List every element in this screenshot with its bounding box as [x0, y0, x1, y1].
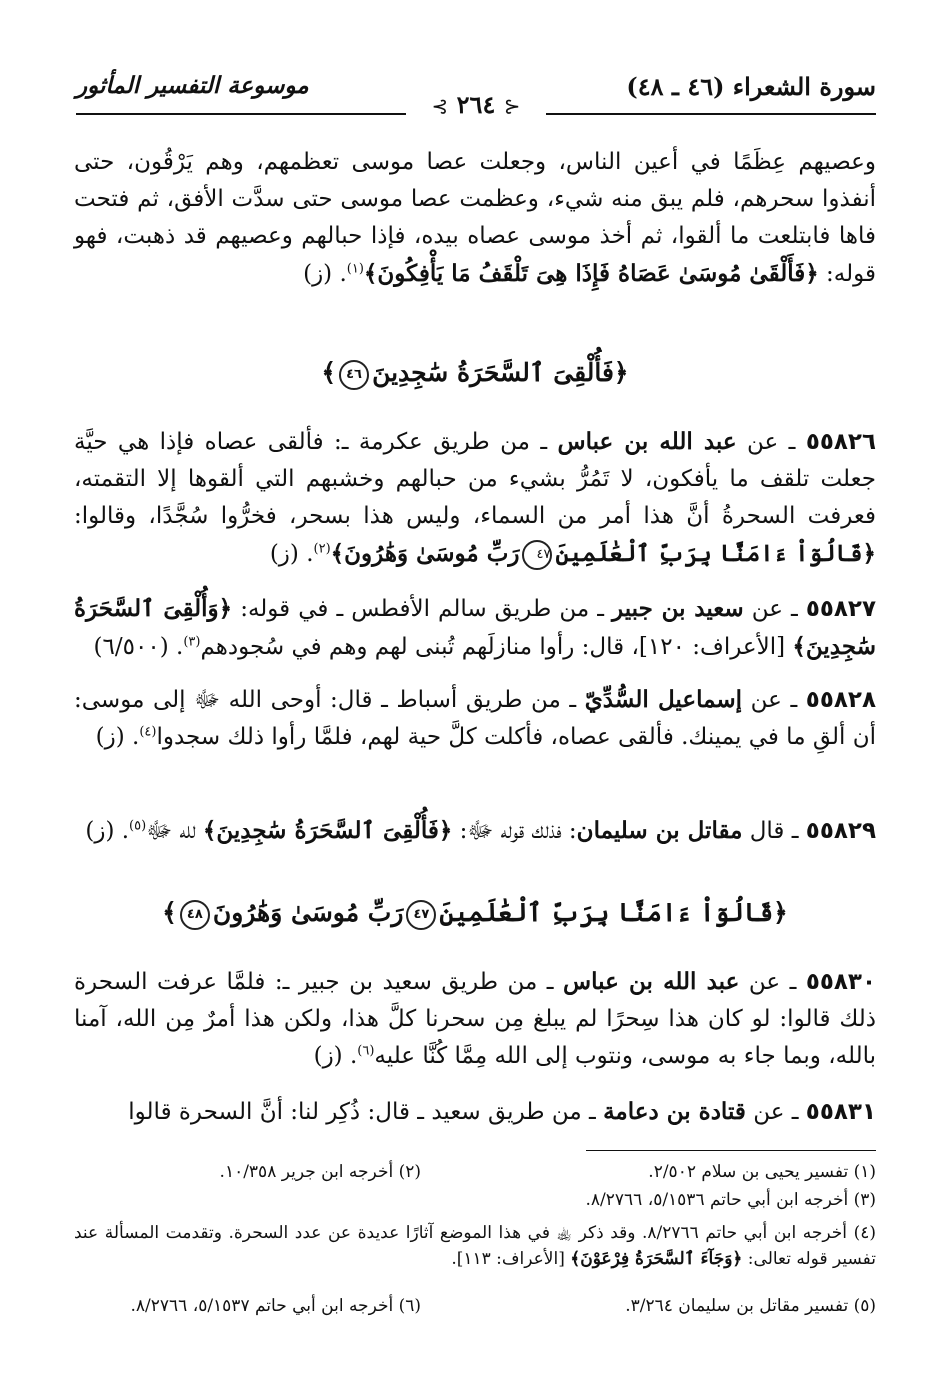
footnote-separator — [586, 1150, 876, 1151]
narrator-name: سعيد بن جبير — [612, 595, 744, 622]
narrator-name: عبد الله بن عباس — [557, 428, 737, 455]
ayah-number-marker: ٤٨ — [180, 900, 210, 930]
page-number-block — [386, 90, 566, 119]
footnote-4: (٤) أخرجه ابن أبي حاتم ٨/٢٧٦٦. وقد ذكر ﵀ في هذا الموضع آثارًا عديدة عن عدد السحرة. وتقدمت المسألة عند تفسير قوله تعالى: ﴿وَجَآءَ ٱلسَّحَرَةُ فِرْعَوْنَ﴾ [الأعراف: ١١٣]. — [74, 1223, 876, 1269]
footnote-3: (٣) أخرجه ابن أبي حاتم ٥/١٥٣٦، ٨/٢٧٦٦. — [585, 1190, 876, 1210]
verse-heading-47-48: ﴿قَالُوٓاْ ءَامَنَّا بِرَبِّ ٱلْعَٰلَمِينَ٤٧رَبِّ مُوسَىٰ وَهَٰرُونَ٤٨﴾ — [74, 898, 876, 930]
footnote-5: (٥) تفسير مقاتل بن سليمان ٣/٢٦٤. — [625, 1296, 876, 1316]
entry-55830: ٥٥٨٣٠ ـ عن عبد الله بن عباس ـ من طريق سعيد بن جبير ـ: فلمَّا عرفت السحرة ذلك قالوا: لو كان هذا سِحرًا لم يبلغ مِن سحرنا كلَّ هذا، ولكن هذا أمرٌ مِن الله، آمنا بالله، وبما جاء به موسى، ونتوب إلى الله مِمَّا كُنَّا عليه$^{(٦)}$. (ز) — [74, 968, 877, 1069]
narrator-name: عبد الله بن عباس — [563, 968, 740, 995]
footnote-row — [74, 1296, 876, 1322]
narrator-name: مقاتل بن سليمان — [576, 817, 743, 844]
footnote-6: (٦) أخرجه ابن أبي حاتم ٥/١٥٣٧، ٨/٢٧٦٦. — [130, 1296, 421, 1316]
ayah-number-marker: ٤٧ — [522, 540, 552, 570]
narrator-name: قتادة بن دعامة — [603, 1098, 746, 1125]
ornament-icon: ⊰ — [503, 94, 521, 118]
verse-heading-46: ﴿فَأُلْقِىَ ٱلسَّحَرَةُ سَٰجِدِينَ٤٦﴾ — [74, 358, 876, 390]
quran-quote: ﴿وَجَآءَ ٱلسَّحَرَةُ فِرْعَوْنَ﴾ — [570, 1249, 743, 1269]
book-title: موسوعة التفسير المأثور — [76, 72, 309, 99]
ayah-number-marker: ٤٦ — [339, 360, 369, 390]
entry-number: ٥٥٨٢٨ — [805, 687, 876, 713]
footnote-row — [74, 1162, 876, 1188]
quran-quote: ﴿وَأُلْقِىَ ٱلسَّحَرَةُ سَٰجِدِينَ﴾ — [74, 595, 876, 660]
ornament-icon: ⊱ — [431, 94, 449, 118]
surah-reference: [الأعراف: ١٢٠] — [638, 634, 793, 660]
entry-number: ٥٥٨٢٩ — [805, 818, 876, 844]
entry-55829: ٥٥٨٢٩ ـ قال مقاتل بن سليمان: فذلك قوله ﷻ: ﴿فَأُلْقِىَ ٱلسَّحَرَةُ سَٰجِدِينَ﴾ لله ﷻ$^{(٥)}$. (ز) — [85, 817, 876, 844]
footnote-ref: (٤) — [139, 724, 157, 740]
entry-number: ٥٥٨٣٠ — [805, 969, 877, 995]
narrator-name: إسماعيل السُّدِّيّ — [584, 686, 743, 713]
footnote-ref: (٦) — [357, 1043, 375, 1059]
surah-title: سورة الشعراء (٤٦ ـ ٤٨) — [626, 72, 876, 101]
quran-quote: ﴿قَالُوٓاْ ءَامَنَّا بِرَبِّ ٱلْعَٰلَمِينَ — [555, 540, 876, 567]
entry-55828: ٥٥٨٢٨ ـ عن إسماعيل السُّدِّيّ ـ من طريق أسباط ـ قال: أوحى الله ﷻ إلى موسى: أن ألقِ ما في يمينك. فألقى عصاه، فأكلت كلَّ حية لهم، فلمَّا رأوا ذلك سجدوا$^{(٤)}$. (ز) — [74, 686, 876, 750]
surah-reference: [الأعراف: ١١٣]. — [451, 1249, 571, 1269]
page-number: ٢٦٤ — [456, 90, 496, 119]
quran-quote: ﴿فَأُلْقِىَ ٱلسَّحَرَةُ سَٰجِدِينَ﴾ — [202, 817, 453, 844]
entry-number: ٥٥٨٢٦ — [805, 429, 877, 455]
footnote-2: (٢) أخرجه ابن جرير ١٠/٣٥٨. — [219, 1162, 421, 1182]
entry-55827: ٥٥٨٢٧ ـ عن سعيد بن جبير ـ من طريق سالم الأفطس ـ في قوله: ﴿وَأُلْقِىَ ٱلسَّحَرَةُ سَٰجِدِينَ﴾ [الأعراف: ١٢٠]، قال: رأوا منازلَهم تُبنى لهم وهم في سُجودهم$^{(٣)}$. (٦/٥٠٠) — [74, 595, 877, 660]
footnote-ref: (٥) — [129, 818, 147, 834]
footnote-ref: (١) — [346, 261, 364, 277]
entry-number: ٥٥٨٢٧ — [805, 596, 877, 622]
footnote-ref: (٣) — [183, 634, 201, 650]
footnote-row — [74, 1190, 876, 1216]
page-header — [76, 66, 876, 119]
entry-55831: ٥٥٨٣١ ـ عن قتادة بن دعامة ـ من طريق سعيد ـ قال: ذُكِر لنا: أنَّ السحرة قالوا — [128, 1098, 876, 1125]
entry-number: ٥٥٨٣١ — [805, 1099, 876, 1125]
intro-paragraph: وعصيهم عِظَمًا في أعين الناس، وجعلت عصا موسى تعظمهم، وهم يَرْقُون، حتى أنفذوا سحرهم، فلم يبق منه شيء، وعظمت عصا موسى حتى سدَّت الأفق، ثم فتحت فاها فابتلعت ما ألقوا، ثم أخذ موسى عصاه بيده، فإذا حبالهم وعصيهم قد ذهبت، فهو قوله: ﴿فَأَلْقَىٰ مُوسَىٰ عَصَاهُ فَإِذَا هِىَ تَلْقَفُ مَا يَأْفِكُونَ﴾$^{(١)}$. (ز) — [74, 149, 876, 287]
entry-55826: ٥٥٨٢٦ ـ عن عبد الله بن عباس ـ من طريق عكرمة ـ: فألقى عصاه فإذا هي حيَّة جعلت تلقف ما يأفكون، لا تَمُرُّ بشيء من حبالهم وخشبهم التي ألقوها إلا التقمته، فعرفت السحرةُ أنَّ هذا أمر من السماء، وليس هذا بسحر، فخرُّوا سُجَّدًا، وقالوا: ﴿قَالُوٓاْ ءَامَنَّا بِرَبِّ ٱلْعَٰلَمِينَ٤٧رَبِّ مُوسَىٰ وَهَٰرُونَ﴾$^{(٢)}$. (ز) — [74, 423, 876, 573]
footnote-1: (١) تفسير يحيى بن سلام ٢/٥٠٢. — [648, 1162, 876, 1182]
footnote-ref: (٢) — [313, 541, 331, 557]
quran-quote: ﴿فَأَلْقَىٰ مُوسَىٰ عَصَاهُ فَإِذَا هِىَ تَلْقَفُ مَا يَأْفِكُونَ﴾ — [363, 260, 819, 287]
ayah-number-marker: ٤٧ — [406, 900, 436, 930]
